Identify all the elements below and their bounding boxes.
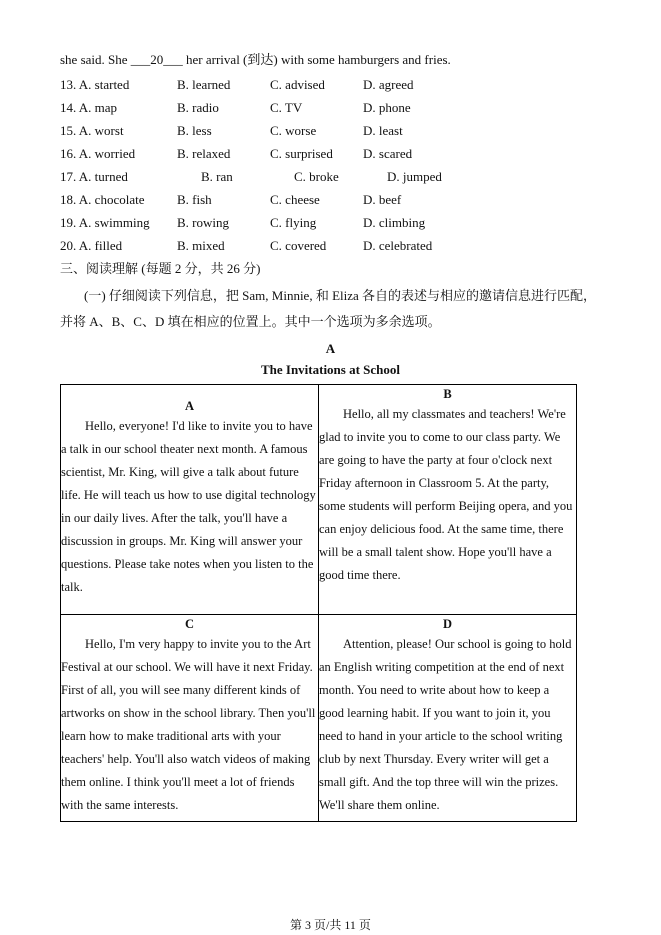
invitation-d-text: Attention, please! Our school is going to hold an English writing competition at the end of next month. You need to write about how to keep a good learning habit. If you want to join it, you need to hand in your article to the school writing club by next Thursday. Every writer will get a small gift. And the top three will win the prizes. We'll share them online.	[319, 637, 572, 812]
option-c: C. advised	[270, 77, 325, 92]
passage-title: The Invitations at School	[260, 362, 401, 377]
option-b: B. mixed	[177, 238, 225, 253]
option-c: C. surprised	[270, 146, 333, 161]
option-a: 13. A. started	[60, 77, 130, 92]
invitation-a	[61, 385, 319, 615]
invitation-d-label: D	[442, 617, 453, 631]
invitations-table	[60, 384, 577, 822]
invitation-a-text: Hello, everyone! I'd like to invite you to have a talk in our school theater next month. A famous scientist, Mr. King, will give a talk about future life. He will teach us how to use digital technology in our daily lives. After the talk, you'll have a discussion in groups. Mr. King will answer your questions. Please take notes when you listen to the talk.	[61, 419, 316, 594]
invitation-c	[61, 615, 319, 822]
instruction-line-2: 并将 A、B、C、D 填在相应的位置上。其中一个选项为多余选项。	[60, 314, 441, 329]
option-b: B. rowing	[177, 215, 229, 230]
passage-label: A	[325, 341, 336, 356]
option-a: 16. A. worried	[60, 146, 136, 161]
option-d: D. climbing	[363, 215, 426, 230]
invitation-c-label: C	[184, 617, 195, 631]
option-d: D. agreed	[363, 77, 414, 92]
option-c: C. worse	[270, 123, 317, 138]
invitation-d	[319, 615, 577, 822]
option-d: D. scared	[363, 146, 413, 161]
option-a: 14. A. map	[60, 100, 118, 115]
option-c: C. broke	[294, 169, 339, 184]
blank-number: 20	[150, 52, 164, 67]
option-c: C. covered	[270, 238, 327, 253]
page-number: 第 3 页/共 11 页	[290, 918, 371, 932]
option-c: C. flying	[270, 215, 317, 230]
option-c: C. TV	[270, 100, 303, 115]
option-b: B. relaxed	[177, 146, 231, 161]
option-b: B. less	[177, 123, 212, 138]
option-d: D. celebrated	[363, 238, 433, 253]
option-d: D. beef	[363, 192, 402, 207]
option-b: B. radio	[177, 100, 219, 115]
table-row	[61, 385, 577, 615]
invitation-b	[319, 385, 577, 615]
option-a: 15. A. worst	[60, 123, 124, 138]
option-d: D. phone	[363, 100, 411, 115]
cloze-final-sentence	[60, 51, 451, 69]
option-a: 20. A. filled	[60, 238, 123, 253]
section-heading: 三、阅读理解 (每题 2 分，共 26 分)	[60, 261, 261, 276]
option-b: B. ran	[201, 169, 233, 184]
option-a: 19. A. swimming	[60, 215, 150, 230]
sentence-end: ___ her arrival (到达) with some hamburgers and fries.	[163, 52, 451, 67]
option-d: D. jumped	[387, 169, 442, 184]
invitation-b-text: Hello, all my classmates and teachers! We're glad to invite you to come to our class party. We are going to have the party at four o'clock next Friday afternoon in Classroom 5. At the party, some students will perform Beijing opera, and you can enjoy delicious food. At the same time, there will be a small talent show. Hope you'll have a good time there.	[319, 407, 573, 582]
invitation-b-label: B	[443, 387, 452, 401]
invitation-c-text: Hello, I'm very happy to invite you to the Art Festival at our school. We will have it next Friday. First of all, you will see many different kinds of artworks on show in the school library. Then you'll learn how to make traditional arts with your teachers' help. You'll also watch videos of making them online. I think you'll meet a lot of friends with the same interests.	[61, 637, 316, 812]
sentence-start: she said. She ___	[60, 52, 151, 67]
section-instruction	[60, 283, 620, 335]
option-a: 17. A. turned	[60, 169, 128, 184]
option-b: B. learned	[177, 77, 231, 92]
instruction-line-1: (一) 仔细阅读下列信息，把 Sam, Minnie, 和 Eliza 各自的表述与相应的邀请信息进行匹配，	[84, 288, 597, 303]
table-row	[61, 615, 577, 822]
option-c: C. cheese	[270, 192, 320, 207]
option-b: B. fish	[177, 192, 212, 207]
option-a: 18. A. chocolate	[60, 192, 145, 207]
option-d: D. least	[363, 123, 403, 138]
invitation-a-label: A	[184, 399, 195, 413]
